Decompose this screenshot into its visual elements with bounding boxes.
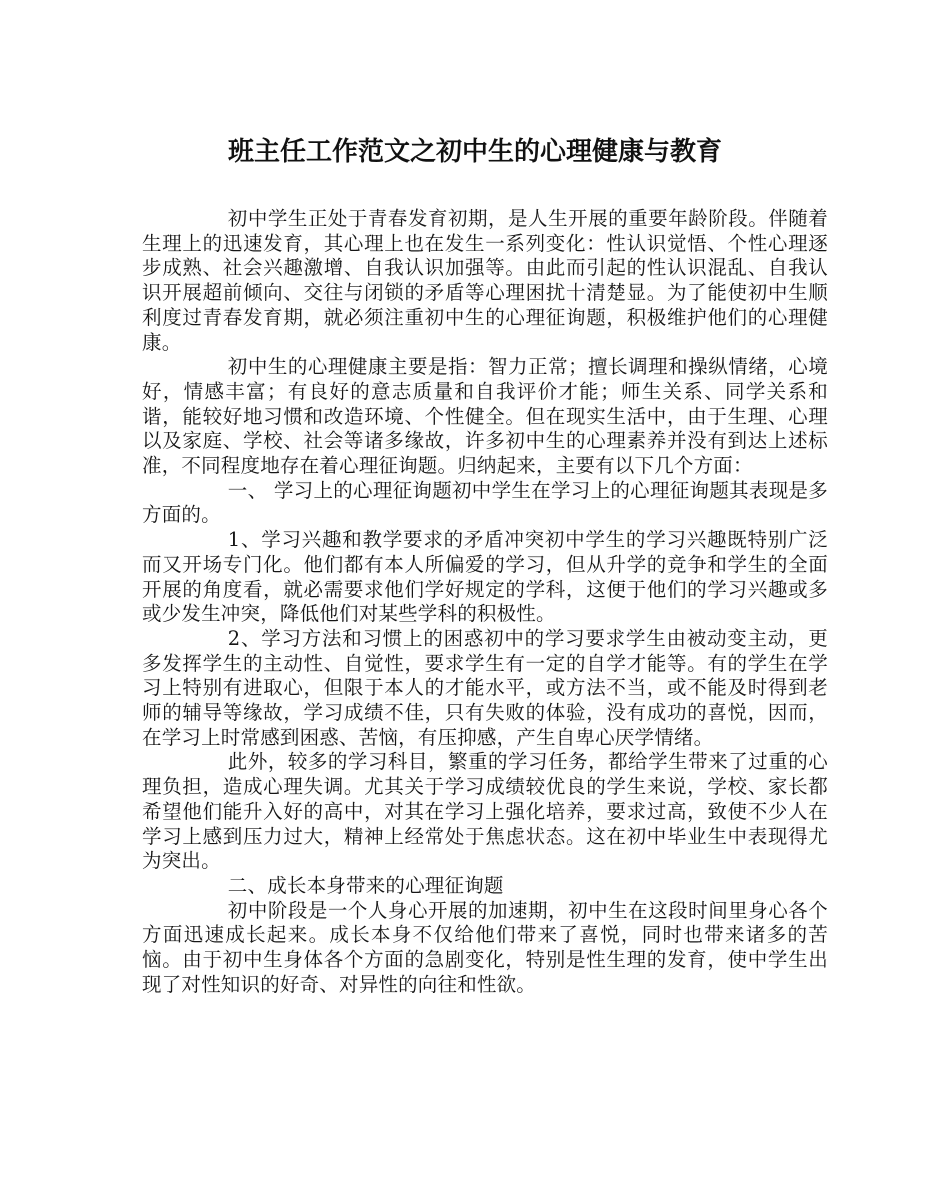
section-heading: 二、成长本身带来的心理征询题 — [227, 873, 504, 897]
paragraph: 1、学习兴趣和教学要求的矛盾冲突初中学生的学习兴趣既特别广泛而又开场专门化。他们都有本人所偏爱的学习，但从升学的竞争和学生的全面开展的角度看，就必需要求他们学好规定的学科，这便于他们的学习兴趣或多或少发生冲突，降低他们对某些学科的积极性。 — [142, 528, 828, 626]
paragraph: 此外，较多的学习科目，繁重的学习任务，都给学生带来了过重的心理负担，造成心理失调。尤其关于学习成绩较优良的学生来说，学校、家长都希望他们能升入好的高中，对其在学习上强化培养，要求过高，致使不少人在学习上感到压力过大，精神上经常处于焦虑状态。这在初中毕业生中表现得尤为突出。 — [142, 750, 828, 873]
paragraph: 初中学生正处于青春发育初期，是人生开展的重要年龄阶段。伴随着生理上的迅速发育，其心理上也在发生一系列变化：性认识觉悟、个性心理逐步成熟、社会兴趣激增、自我认识加强等。由此而引起的性认识混乱、自我认识开展超前倾向、交往与闭锁的矛盾等心理困扰十清楚显。为了能使初中生顺利度过青春发育期，就必须注重初中生的心理征询题，积极维护他们的心理健康。 — [142, 207, 828, 354]
document-body — [142, 207, 828, 998]
paragraph: 初中阶段是一个人身心开展的加速期，初中生在这段时间里身心各个方面迅速成长起来。成长本身不仅给他们带来了喜悦，同时也带来诸多的苦恼。由于初中生身体各个方面的急剧变化，特别是性生理的发育，使中学生出现了对性知识的好奇、对异性的向往和性欲。 — [142, 898, 828, 996]
paragraph: 初中生的心理健康主要是指：智力正常；擅长调理和操纵情绪，心境好，情感丰富；有良好的意志质量和自我评价才能；师生关系、同学关系和谐，能较好地习惯和改造环境、个性健全。但在现实生活中，由于生理、心理以及家庭、学校、社会等诸多缘故，许多初中生的心理素养并没有到达上述标准，不同程度地存在着心理征询题。归纳起来，主要有以下几个方面： — [142, 355, 828, 478]
document-title: 班主任工作范文之初中生的心理健康与教育 — [227, 137, 722, 167]
paragraph: 2、学习方法和习惯上的困惑初中的学习要求学生由被动变主动，更多发挥学生的主动性、自觉性，要求学生有一定的自学才能等。有的学生在学习上特别有进取心，但限于本人的才能水平，或方法不当，或不能及时得到老师的辅导等缘故，学习成绩不佳，只有失败的体验，没有成功的喜悦，因而，在学习上时常感到困惑、苦恼，有压抑感，产生自卑心厌学情绪。 — [142, 626, 828, 749]
section-heading: 一、 学习上的心理征询题初中学生在学习上的心理征询题其表现是多方面的。 — [142, 478, 828, 527]
